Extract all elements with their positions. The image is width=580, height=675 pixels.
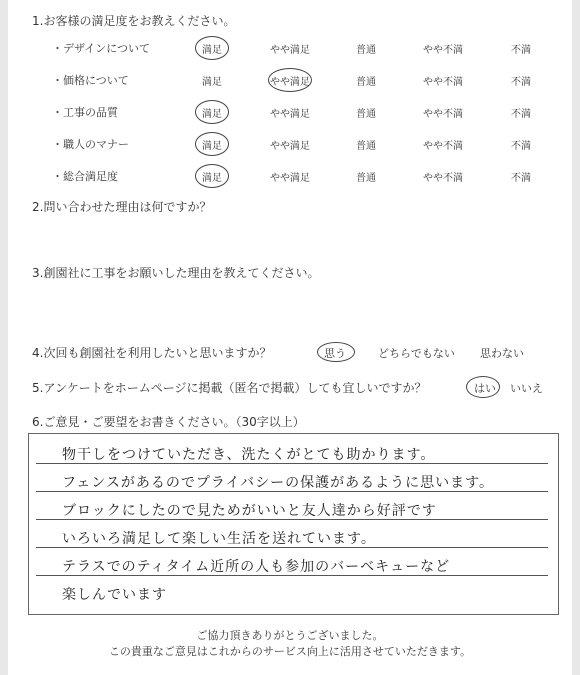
- q1-option[interactable]: やや不満: [423, 173, 463, 184]
- q1-option[interactable]: やや満足: [270, 45, 310, 56]
- selection-circle: [195, 36, 229, 60]
- q2-title: 2.問い合わせた理由は何ですか？: [32, 200, 212, 214]
- q1-option[interactable]: 不満: [511, 141, 531, 152]
- q1-option[interactable]: 普通: [356, 109, 376, 120]
- footer-thanks: ご協力頂きありがとうございました。: [196, 629, 384, 642]
- answer-line: フェンスがあるのでプライバシーの保護があるように思います。: [62, 475, 495, 491]
- selection-circle: [195, 100, 229, 124]
- q1-option[interactable]: やや満足: [270, 141, 310, 152]
- q4-option-yes-label: 思う: [324, 347, 346, 360]
- q1-option[interactable]: 普通: [356, 173, 376, 184]
- q1-item-label: ・職人のマナー: [52, 138, 129, 151]
- q3-title: 3.創園社に工事をお願いした理由を教えてください。: [32, 266, 320, 280]
- q1-title: 1.お客様の満足度をお教えください。: [32, 14, 236, 28]
- q5-option-yes-label: はい: [474, 382, 496, 395]
- q1-option[interactable]: 満足: [202, 173, 222, 184]
- q1-option[interactable]: 不満: [511, 45, 531, 56]
- q1-option[interactable]: 満足: [202, 141, 222, 152]
- scan-edge-right: [572, 0, 580, 675]
- selection-circle: [268, 68, 312, 92]
- q4-title: 4.次回も創園社を利用したいと思いますか？: [32, 346, 272, 360]
- q5-option-yes[interactable]: [468, 378, 502, 398]
- answer-line: 物干しをつけていただき、洗たくがとても助かります。: [62, 447, 436, 463]
- q1-option[interactable]: 不満: [511, 77, 531, 88]
- q1-option[interactable]: やや不満: [423, 109, 463, 120]
- answer-line: テラスでのティタイム近所の人も参加のバーベキューなど: [62, 559, 451, 575]
- selection-circle: [317, 342, 355, 362]
- q1-option[interactable]: 普通: [356, 45, 376, 56]
- q1-option[interactable]: 不満: [511, 109, 531, 120]
- q1-option[interactable]: 普通: [356, 141, 376, 152]
- answer-line: いろいろ満足して楽しい生活を送れています。: [62, 531, 376, 547]
- q1-option[interactable]: 普通: [356, 77, 376, 88]
- scan-edge-left: [0, 0, 8, 675]
- selection-circle: [195, 164, 229, 188]
- q1-item-label: ・総合満足度: [52, 170, 118, 183]
- q1-option[interactable]: やや満足: [270, 77, 310, 88]
- q6-title: 6.ご意見・ご要望をお書きください。（30字以上）: [32, 415, 305, 429]
- q1-option[interactable]: やや不満: [423, 45, 463, 56]
- q4-option-no[interactable]: 思わない: [480, 347, 524, 360]
- q1-option[interactable]: やや満足: [270, 109, 310, 120]
- q1-option[interactable]: 満足: [202, 77, 222, 88]
- q5-option-no[interactable]: いいえ: [510, 382, 543, 395]
- q1-option[interactable]: 満足: [202, 45, 222, 56]
- q4-option-neutral[interactable]: どちらでもない: [378, 347, 455, 360]
- q1-item-label: ・工事の品質: [52, 106, 118, 119]
- q4-option-yes[interactable]: [318, 343, 352, 363]
- footer-note: この貴重なご意見はこれからのサービス向上に活用させていただきます。: [108, 645, 472, 658]
- selection-circle: [195, 132, 229, 156]
- q1-option[interactable]: やや不満: [423, 77, 463, 88]
- q1-option[interactable]: 満足: [202, 109, 222, 120]
- selection-circle: [466, 376, 500, 398]
- q1-option[interactable]: 不満: [511, 173, 531, 184]
- answer-line: 楽しんでいます: [62, 587, 167, 603]
- answer-line: ブロックにしたので見ためがいいと友人達から好評です: [62, 503, 437, 519]
- q5-title: 5.アンケートをホームページに掲載（匿名で掲載）しても宜しいですか？: [32, 381, 427, 395]
- q1-item-label: ・価格について: [52, 74, 129, 87]
- q1-option[interactable]: やや不満: [423, 141, 463, 152]
- q1-option[interactable]: やや満足: [270, 173, 310, 184]
- q1-item-label: ・デザインについて: [52, 42, 151, 55]
